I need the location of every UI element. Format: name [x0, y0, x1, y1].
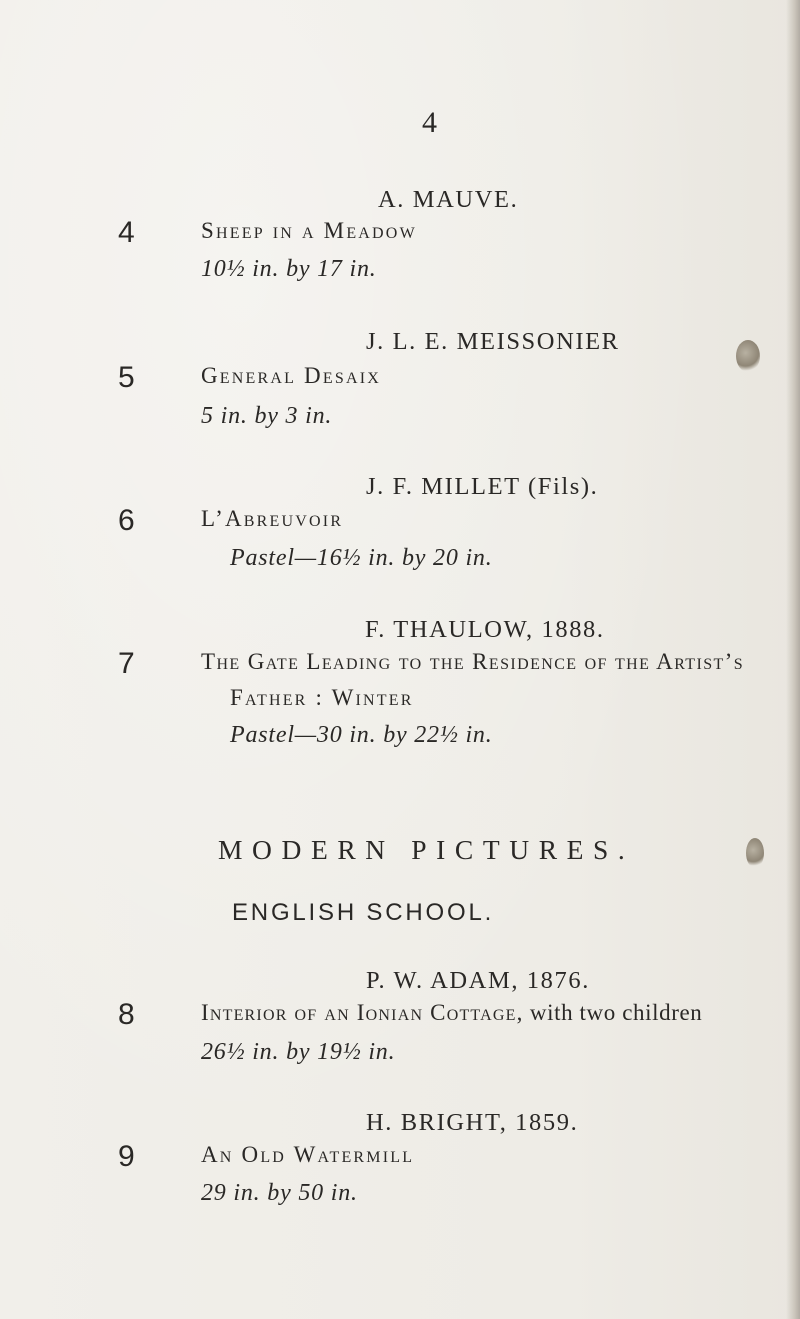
lot-number: 7	[118, 647, 135, 680]
lot-number: 5	[118, 361, 135, 394]
artist-name: P. W. ADAM, 1876.	[366, 967, 590, 994]
artist-name: A. MAUVE.	[378, 186, 519, 213]
lot-title-line-1: The Gate Leading to the Residence of the Artist’s	[201, 649, 745, 674]
lot-title	[201, 1000, 702, 1026]
artist-name: F. THAULOW, 1888.	[365, 616, 605, 643]
lot-dimensions: 26½ in. by 19½ in.	[201, 1039, 396, 1065]
lot-dimensions: Pastel—30 in. by 22½ in.	[230, 722, 493, 748]
section-heading: MODERN PICTURES.	[218, 834, 635, 865]
lot-dimensions: 10½ in. by 17 in.	[201, 256, 377, 282]
school-heading: ENGLISH SCHOOL.	[232, 899, 495, 926]
lot-title: Sheep in a Meadow	[201, 218, 417, 243]
lot-title-main: Interior of an Ionian Cottage,	[201, 1000, 524, 1025]
lot-number: 6	[118, 504, 135, 537]
page-edge-shadow	[786, 0, 800, 1319]
artist-name: J. L. E. MEISSONIER	[366, 328, 620, 355]
lot-dimensions: 5 in. by 3 in.	[201, 403, 333, 429]
lot-title-rest: with two children	[523, 1000, 703, 1025]
page-number: 4	[422, 106, 437, 139]
lot-number: 4	[118, 216, 135, 249]
lot-title: An Old Watermill	[201, 1142, 415, 1167]
lot-number: 9	[118, 1140, 135, 1173]
artist-name: J. F. MILLET (Fils).	[366, 473, 599, 500]
lot-title: General Desaix	[201, 363, 381, 388]
foxing-spot-upper	[736, 340, 760, 372]
lot-title: L’Abreuvoir	[201, 506, 344, 531]
lot-dimensions: 29 in. by 50 in.	[201, 1180, 358, 1206]
foxing-spot-lower	[746, 838, 764, 868]
artist-name: H. BRIGHT, 1859.	[366, 1109, 579, 1136]
lot-number: 8	[118, 998, 135, 1031]
lot-dimensions: Pastel—16½ in. by 20 in.	[230, 545, 493, 571]
lot-title-line-2: Father : Winter	[230, 685, 414, 710]
